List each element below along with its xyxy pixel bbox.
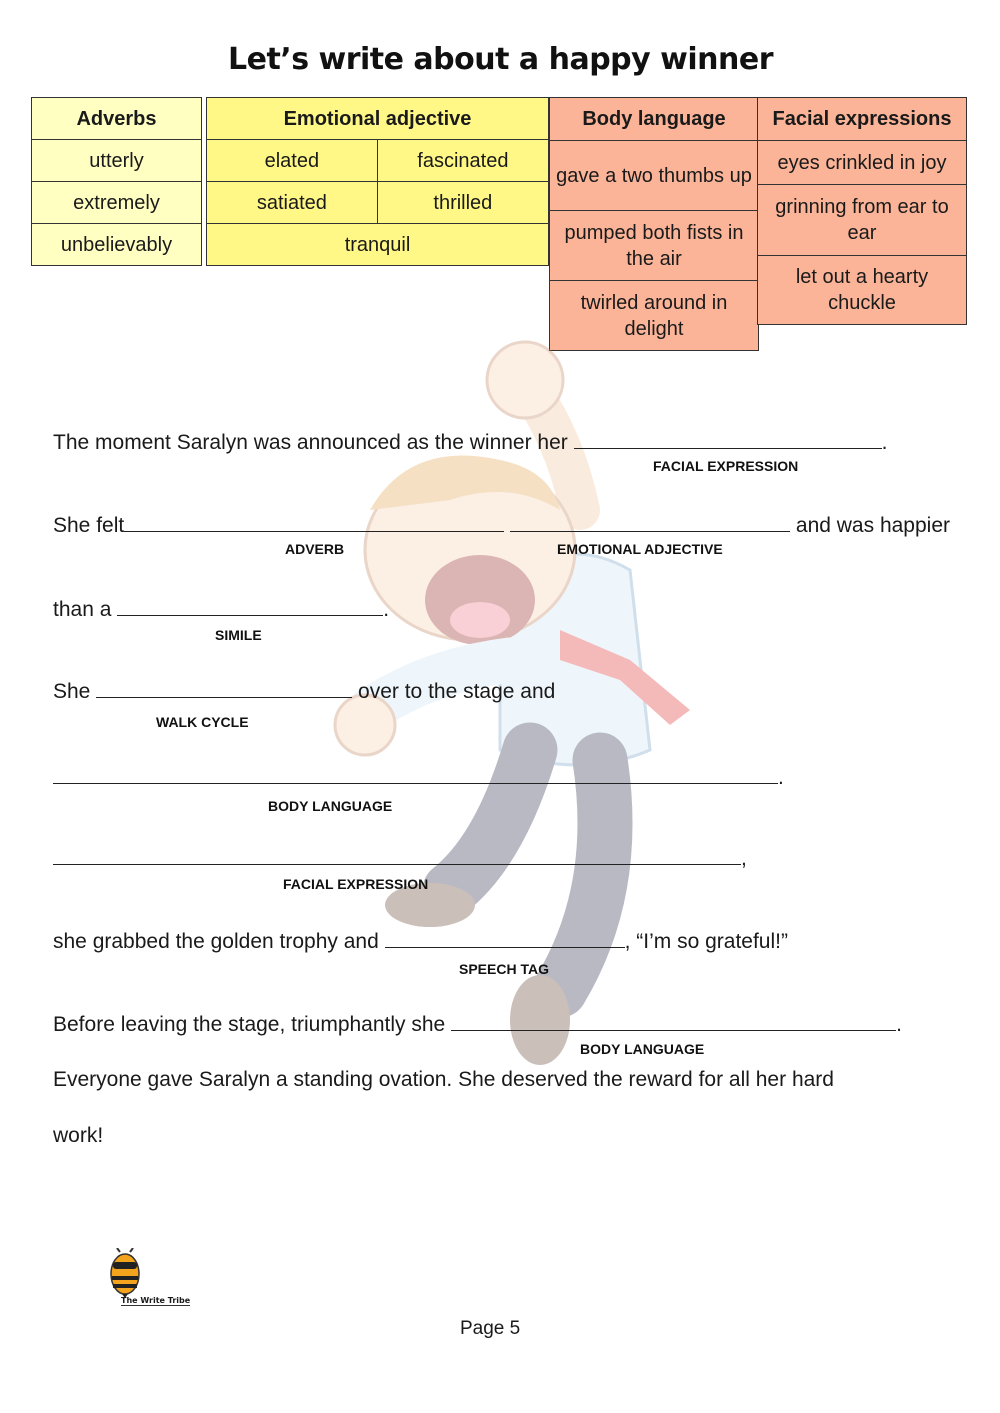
page-number: Page 5 (460, 1318, 521, 1339)
emotional-word: fascinated (377, 140, 548, 182)
page-title: Let’s write about a happy winner (228, 42, 773, 77)
emotional-word: satiated (207, 182, 378, 224)
blank-label: FACIAL EXPRESSION (653, 458, 799, 474)
write-tribe-logo (105, 1248, 200, 1310)
sentence-7: she grabbed the golden trophy and , “I’m so grateful!” (53, 930, 788, 953)
body-language-header: Body language (549, 97, 759, 141)
blank-label: BODY LANGUAGE (268, 798, 393, 814)
facial-expression-item: grinning from ear to ear (757, 184, 967, 256)
blank-walk-cycle[interactable] (96, 679, 352, 698)
body-language-item: gave a two thumbs up (549, 140, 759, 211)
sentence-6: , (53, 846, 747, 871)
sentence-5: . (53, 765, 784, 790)
adverb-word: utterly (32, 140, 202, 182)
blank-label: ADVERB (285, 541, 345, 557)
blank-label: WALK CYCLE (156, 714, 249, 730)
adverb-word: extremely (32, 182, 202, 224)
adverb-word: unbelievably (32, 224, 202, 266)
blank-label: FACIAL EXPRESSION (283, 876, 429, 892)
body-language-item: twirled around in delight (549, 280, 759, 351)
sentence-1: The moment Saralyn was announced as the winner her . (53, 431, 888, 454)
blank-simile[interactable] (117, 597, 383, 616)
adverbs-header: Adverbs (32, 98, 202, 140)
body-language-item: pumped both fists in the air (549, 210, 759, 281)
logo-text: The Write Tribe (121, 1296, 191, 1305)
blank-body-language-2[interactable] (451, 1012, 896, 1031)
adverbs-table (31, 97, 202, 266)
blank-emotional-adjective[interactable] (510, 513, 790, 532)
blank-adverb[interactable] (124, 513, 504, 532)
facial-expression-item: eyes crinkled in joy (757, 140, 967, 185)
sentence-2: She felt and was happier (53, 514, 951, 537)
blank-label: SIMILE (215, 627, 262, 643)
blank-label: SPEECH TAG (459, 961, 549, 977)
blank-facial-expression-1[interactable] (574, 430, 882, 449)
emotional-adjective-table (206, 97, 549, 266)
emotional-word: thrilled (377, 182, 548, 224)
blank-label: BODY LANGUAGE (580, 1041, 705, 1057)
blank-speech-tag[interactable] (385, 929, 625, 948)
facial-expression-item: let out a hearty chuckle (757, 255, 967, 325)
emotional-word: elated (207, 140, 378, 182)
sentence-8: Before leaving the stage, triumphantly she . (53, 1013, 902, 1036)
sentence-9: Everyone gave Saralyn a standing ovation. She deserved the reward for all her hard (53, 1068, 834, 1091)
blank-facial-expression-2[interactable] (53, 846, 741, 865)
sentence-3: than a . (53, 598, 390, 621)
emotional-header: Emotional adjective (207, 98, 549, 140)
blank-label: EMOTIONAL ADJECTIVE (557, 541, 723, 557)
blank-body-language-1[interactable] (53, 765, 778, 784)
sentence-4: She over to the stage and (53, 680, 556, 703)
sentence-10: work! (53, 1124, 104, 1147)
bee-icon (105, 1248, 200, 1298)
emotional-word: tranquil (207, 224, 549, 266)
facial-expressions-header: Facial expressions (757, 97, 967, 141)
